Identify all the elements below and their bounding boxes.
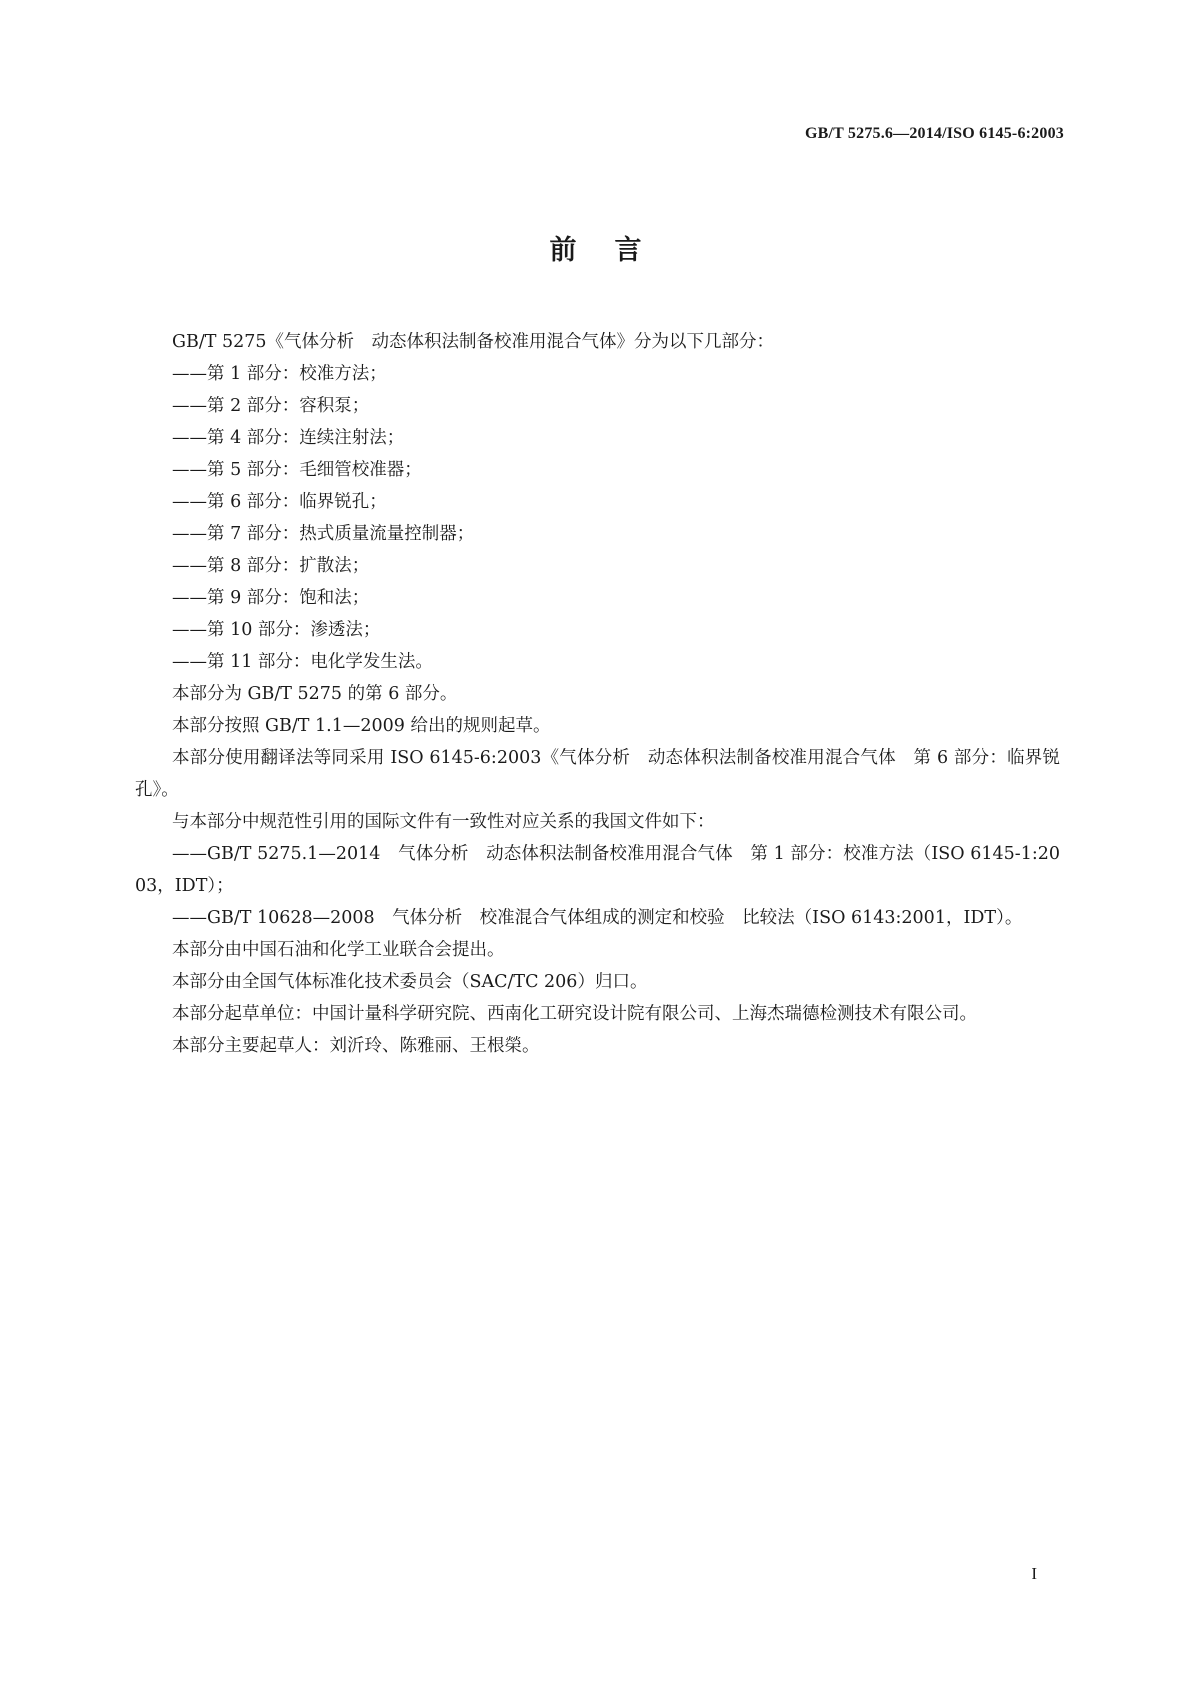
- document-code-header: GB/T 5275.6—2014/ISO 6145-6:2003: [804, 125, 1064, 142]
- list-item: ——第 11 部分：电化学发生法。: [172, 652, 433, 672]
- paragraph-drafters: 本部分主要起草人：刘沂玲、陈雅丽、王根榮。: [172, 1036, 540, 1056]
- list-item: ——第 5 部分：毛细管校准器；: [172, 460, 422, 480]
- intro-paragraph: GB/T 5275《气体分析 动态体积法制备校准用混合气体》分为以下几部分：: [172, 332, 775, 352]
- list-item: ——第 2 部分：容积泵；: [172, 396, 370, 416]
- list-item: ——第 7 部分：热式质量流量控制器；: [172, 524, 475, 544]
- paragraph-drafting-units: 本部分起草单位：中国计量科学研究院、西南化工研究设计院有限公司、上海杰瑞德检测技术有限公司。: [172, 1004, 977, 1024]
- paragraph-part-statement: 本部分为 GB/T 5275 的第 6 部分。: [172, 684, 458, 704]
- paragraph-drafting-rules: 本部分按照 GB/T 1.1—2009 给出的规则起草。: [172, 716, 551, 736]
- list-item: ——第 8 部分：扩散法；: [172, 556, 370, 576]
- list-item: ——第 6 部分：临界锐孔；: [172, 492, 387, 512]
- document-body: [135, 326, 1060, 1062]
- paragraph-correspondence-item-2: ——GB/T 10628—2008 气体分析 校准混合气体组成的测定和校验 比较法（ISO 6143:2001，IDT）。: [172, 908, 1023, 928]
- paragraph-correspondence-item-1: ——GB/T 5275.1—2014 气体分析 动态体积法制备校准用混合气体 第 1 部分：校准方法（ISO 6145-1:2003，IDT）；: [135, 844, 1060, 896]
- paragraph-proposer: 本部分由中国石油和化学工业联合会提出。: [172, 940, 505, 960]
- paragraph-adoption: 本部分使用翻译法等同采用 ISO 6145-6:2003《气体分析 动态体积法制备校准用混合气体 第 6 部分：临界锐孔》。: [135, 748, 1060, 800]
- paragraph-correspondence-intro: 与本部分中规范性引用的国际文件有一致性对应关系的我国文件如下：: [172, 812, 715, 832]
- page-number: I: [1031, 1564, 1037, 1583]
- page-title: 前言: [549, 235, 680, 266]
- list-item: ——第 4 部分：连续注射法；: [172, 428, 405, 448]
- list-item: ——第 1 部分：校准方法；: [172, 364, 387, 384]
- parts-list: [135, 358, 1060, 678]
- list-item: ——第 9 部分：饱和法；: [172, 588, 370, 608]
- list-item: ——第 10 部分：渗透法；: [172, 620, 381, 640]
- paragraph-committee: 本部分由全国气体标准化技术委员会（SAC/TC 206）归口。: [172, 972, 648, 992]
